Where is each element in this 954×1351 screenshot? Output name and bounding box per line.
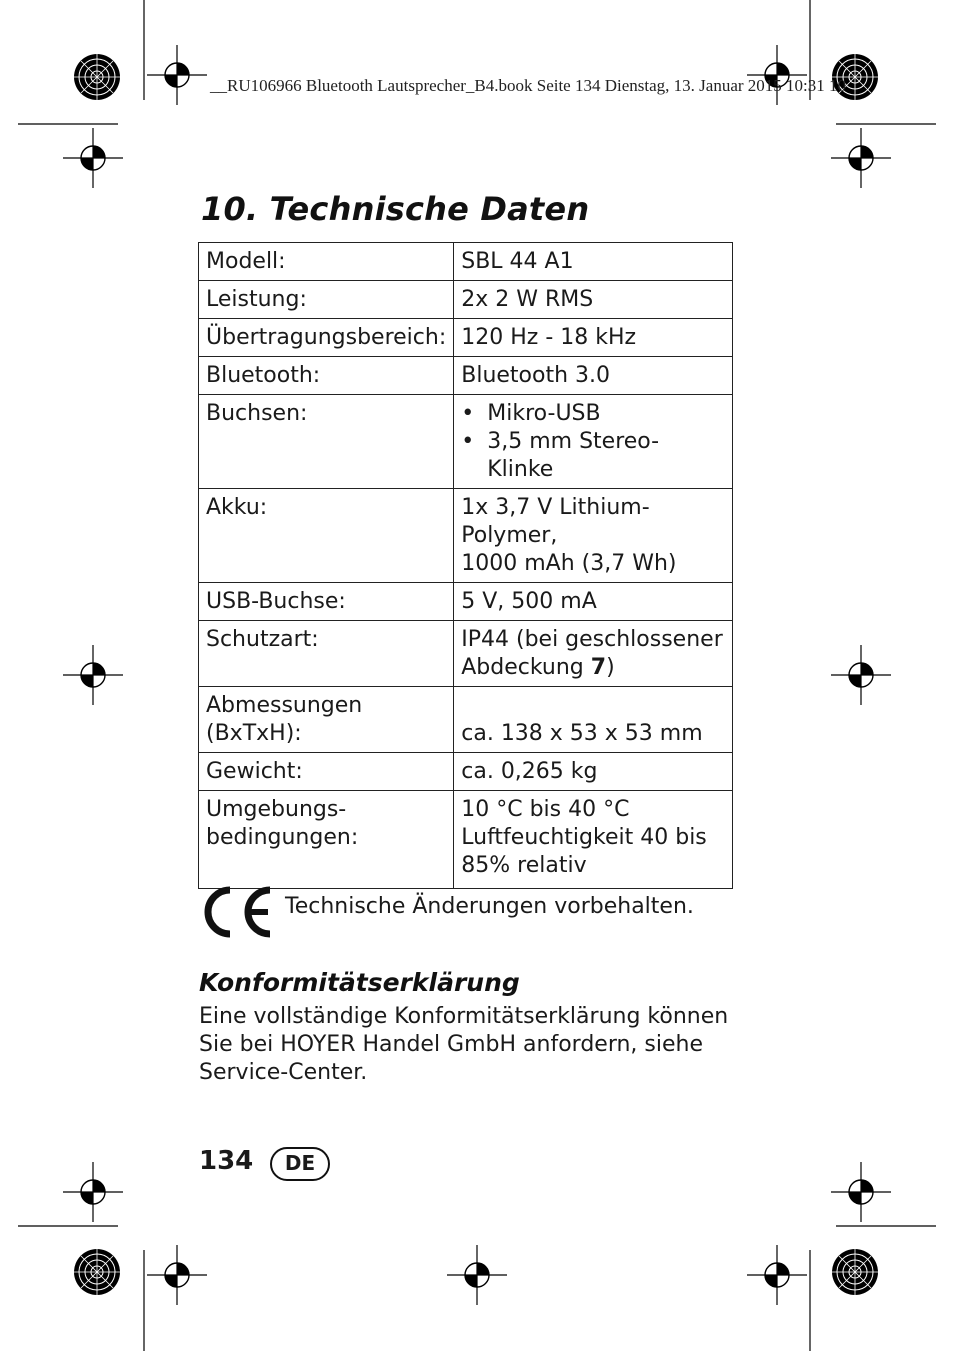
spec-label: Modell: [199, 243, 454, 281]
spec-value-text: Abdeckung [461, 655, 591, 680]
text-line: Sie bei HOYER Handel GmbH anfordern, siehe [199, 1032, 704, 1057]
spec-label-line: Abmessungen [206, 693, 363, 718]
spec-value [454, 489, 733, 583]
spec-label-line: bedingungen: [206, 825, 359, 850]
spec-value-line [461, 654, 725, 682]
spec-value: SBL 44 A1 [454, 243, 733, 281]
spec-value-line: 10 °C bis 40 °C [461, 797, 630, 822]
ce-notice [199, 886, 739, 938]
spec-value-line: 85% relativ [461, 853, 587, 878]
spec-value [454, 621, 733, 687]
spec-label: USB-Buchse: [199, 583, 454, 621]
table-row [199, 583, 733, 621]
table-row [199, 395, 733, 489]
spec-label: Übertragungsbereich: [199, 319, 454, 357]
spec-value-line: 1x 3,7 V Lithium-Polymer, [461, 495, 650, 548]
table-row [199, 621, 733, 687]
table-row [199, 687, 733, 753]
spec-value: 2x 2 W RMS [454, 281, 733, 319]
spec-value-line: 1000 mAh (3,7 Wh) [461, 551, 677, 576]
table-row [199, 791, 733, 889]
list-item: • Mikro-USB [461, 400, 725, 428]
spec-label: Leistung: [199, 281, 454, 319]
spec-label-line: Umgebungs- [206, 797, 347, 822]
list-item: • 3,5 mm Stereo-Klinke [461, 428, 725, 484]
language-badge: DE [270, 1147, 330, 1181]
spec-value [454, 791, 733, 889]
spec-value: 120 Hz - 18 kHz [454, 319, 733, 357]
table-row [199, 489, 733, 583]
spec-label [199, 687, 454, 753]
table-row [199, 357, 733, 395]
spec-label-line: (BxTxH): [206, 721, 302, 746]
table-row [199, 319, 733, 357]
spec-label: Bluetooth: [199, 357, 454, 395]
spec-value: Bluetooth 3.0 [454, 357, 733, 395]
spec-value: ca. 138 x 53 x 53 mm [454, 687, 733, 753]
ce-mark-icon [199, 886, 275, 938]
spec-label [199, 791, 454, 889]
text-line: Eine vollständige Konformitätserklärung können [199, 1004, 729, 1029]
conformity-text [199, 1003, 739, 1087]
table-row [199, 753, 733, 791]
spec-value [454, 395, 733, 489]
conformity-heading: Konformitätserklärung [199, 968, 520, 997]
ce-note: Technische Änderungen vorbehalten. [285, 894, 694, 919]
spec-value: ca. 0,265 kg [454, 753, 733, 791]
page-number: 134 [199, 1146, 254, 1176]
table-row [199, 243, 733, 281]
specs-table [198, 242, 733, 889]
spec-value: 5 V, 500 mA [454, 583, 733, 621]
print-header: __RU106966 Bluetooth Lautsprecher_B4.book Seite 134 Dienstag, 13. Januar 2015 10:31 10 [210, 76, 846, 95]
text-line: Service-Center. [199, 1060, 368, 1085]
spec-label: Schutzart: [199, 621, 454, 687]
spec-value-line: Luftfeuchtigkeit 40 bis [461, 825, 707, 850]
socket-list [461, 400, 725, 484]
spec-label: Gewicht: [199, 753, 454, 791]
spec-value-text: ) [606, 655, 615, 680]
part-reference: 7 [590, 655, 607, 680]
spec-value-line: IP44 (bei geschlossener [461, 627, 723, 652]
spec-label: Akku: [199, 489, 454, 583]
table-row [199, 281, 733, 319]
section-title: 10. Technische Daten [201, 190, 590, 228]
spec-label: Buchsen: [199, 395, 454, 489]
